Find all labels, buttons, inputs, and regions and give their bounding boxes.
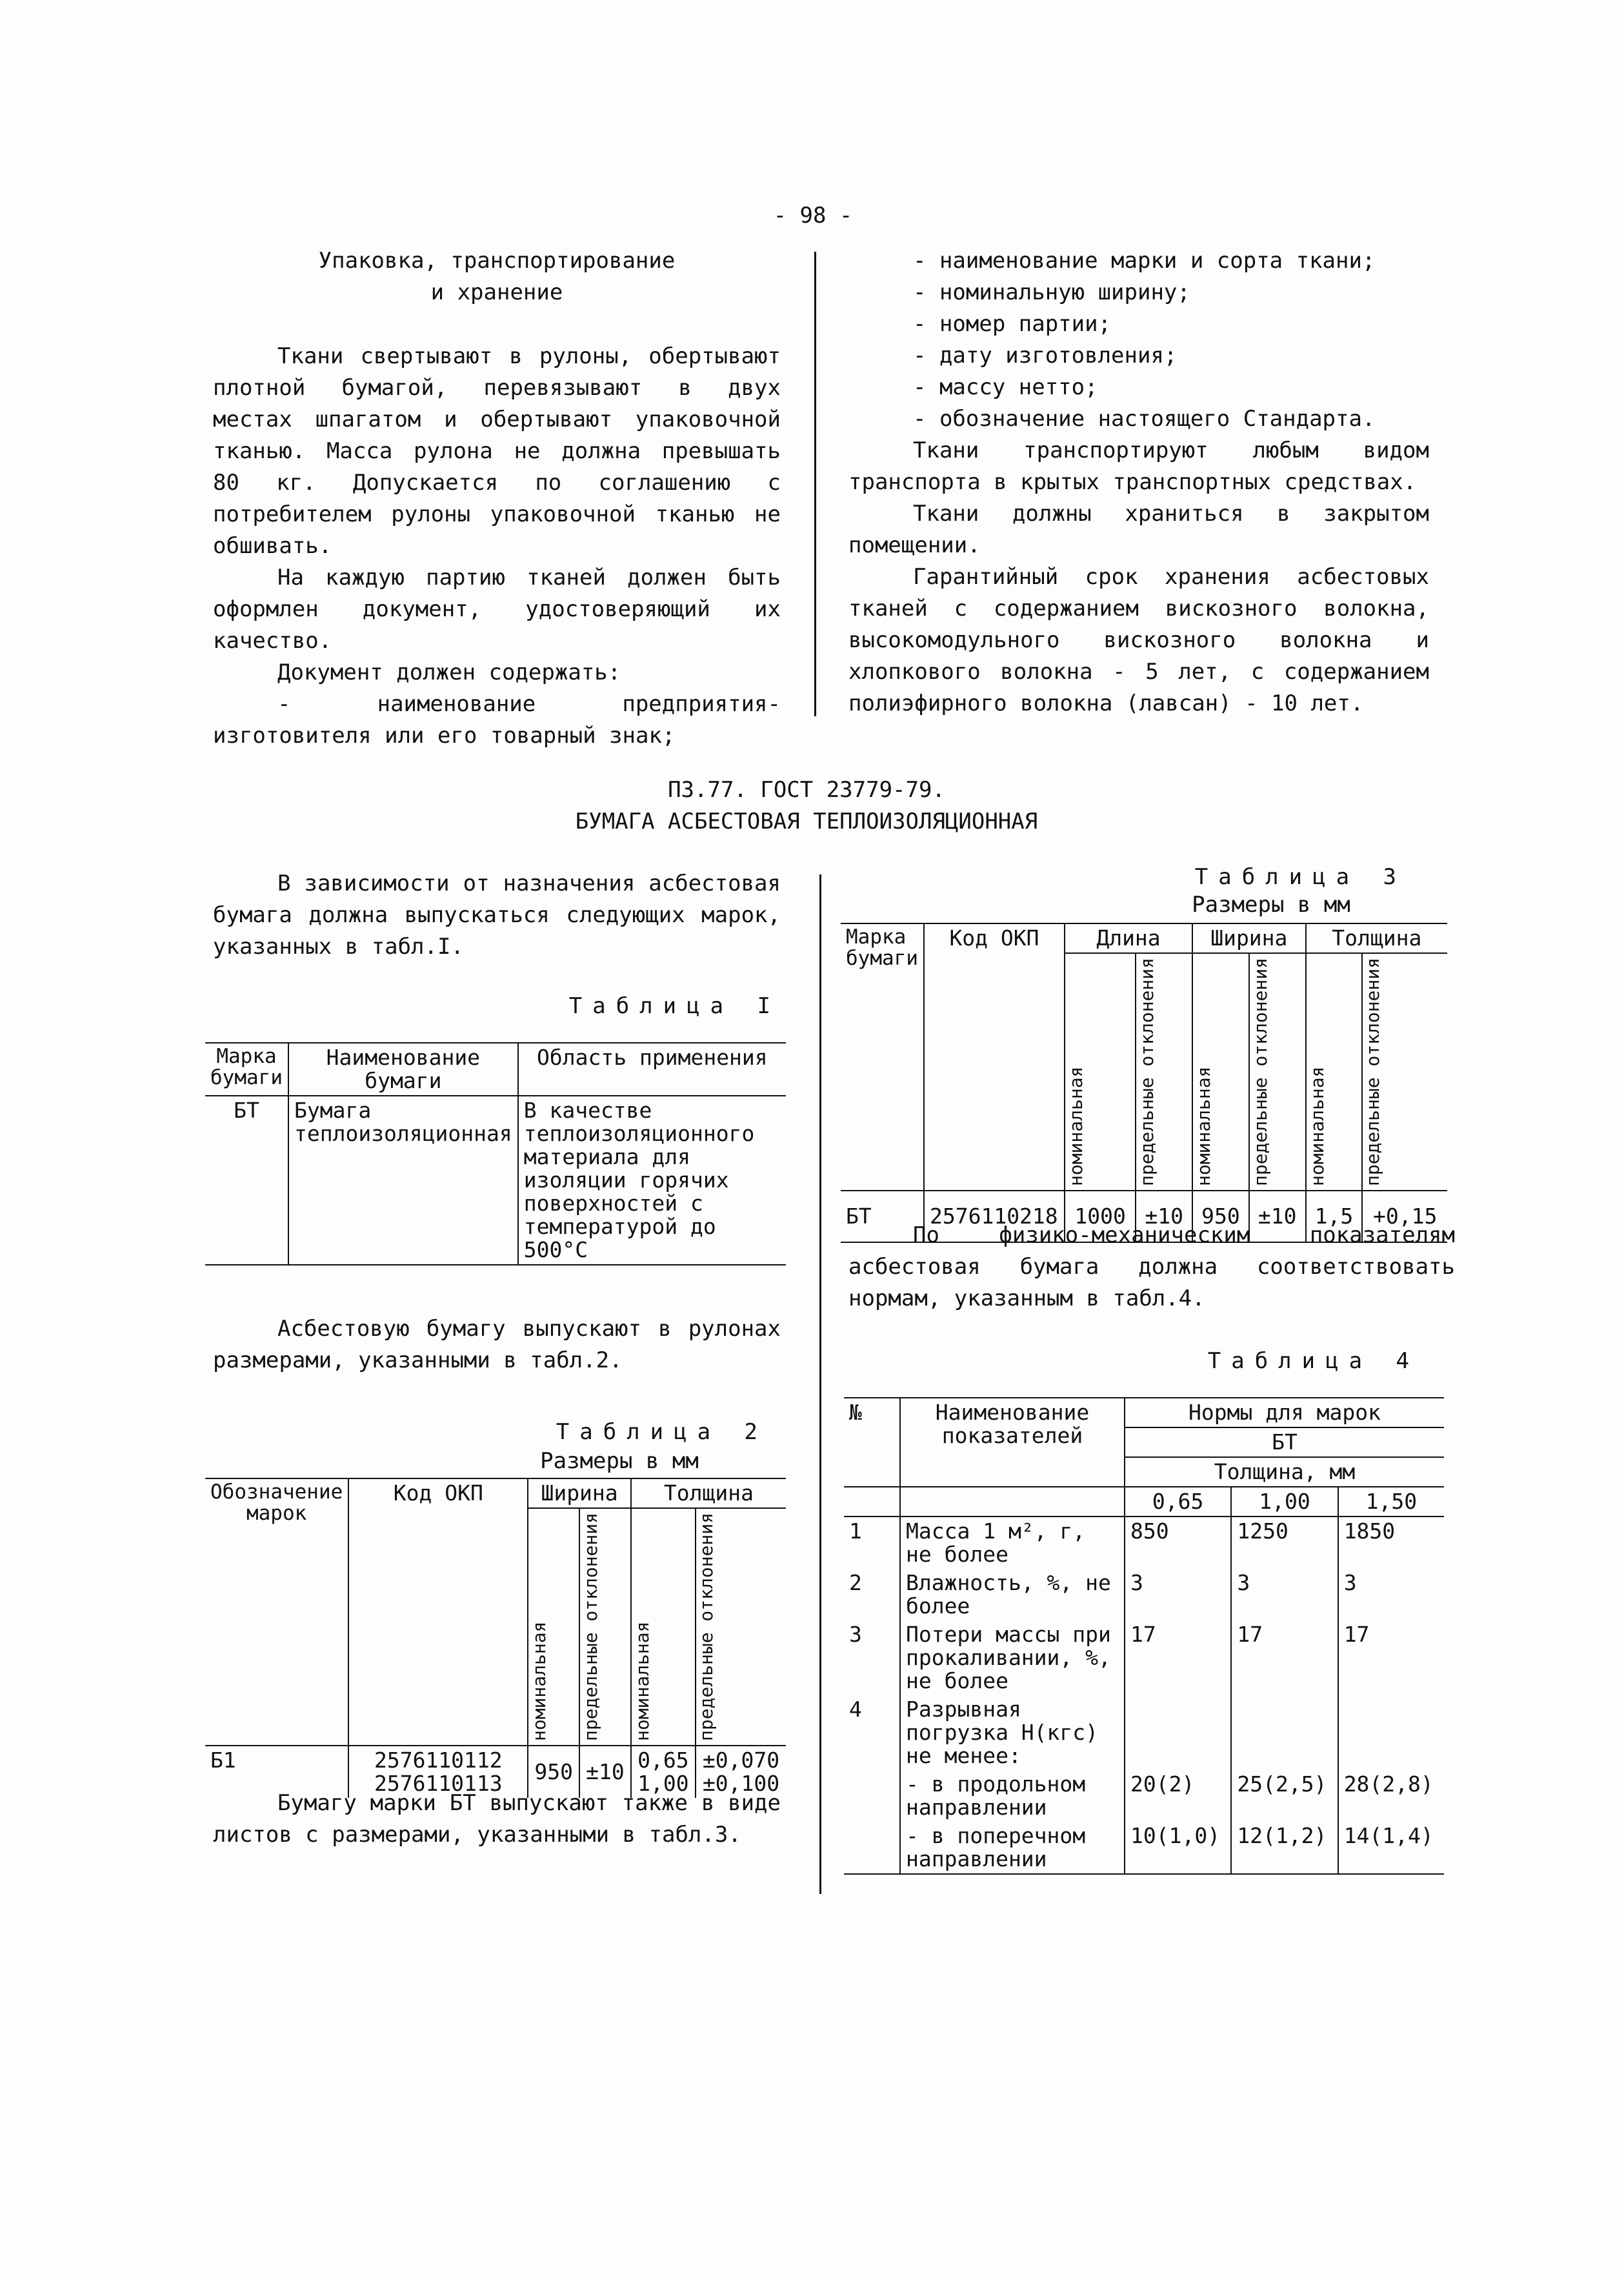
- table4-row-value: 3: [1338, 1569, 1444, 1620]
- table4-row-value: 28(2,8): [1338, 1770, 1444, 1822]
- table1-header-mark: Марка бумаги: [205, 1043, 288, 1096]
- table2-dev1: ±0,070: [702, 1748, 780, 1773]
- table4-row-name: - в продольном направлении: [900, 1770, 1125, 1822]
- table4-row-value: 20(2): [1125, 1770, 1231, 1822]
- left-bottom-para1: [213, 868, 781, 963]
- table1-header-area: Область применения: [518, 1043, 786, 1096]
- table4-row-value: 3: [1125, 1569, 1231, 1620]
- table4-row-value: 17: [1125, 1620, 1231, 1695]
- section-heading-2: и хранение: [430, 279, 563, 305]
- table3-cell-t-dev: +0,15: [1362, 1191, 1447, 1242]
- section-heading: Упаковка, транспортирование: [318, 248, 676, 274]
- table4-row-name: - в поперечном направлении: [900, 1822, 1125, 1874]
- table2-cell-mark: Б1: [205, 1746, 348, 1798]
- table4-row-value: [1231, 1695, 1338, 1770]
- table3-header-w-dev: предельные отклонения: [1249, 953, 1306, 1191]
- table3: [841, 923, 1447, 1243]
- table4-row-value: 25(2,5): [1231, 1770, 1338, 1822]
- table3-cell-code: 2576110218: [924, 1191, 1065, 1242]
- left-top-column: [213, 245, 781, 752]
- table4-row-name: Влажность, %, не более: [900, 1569, 1125, 1620]
- table4-header-num: №: [844, 1398, 900, 1487]
- table3-header-mark: Марка бумаги: [841, 923, 924, 1191]
- paragraph: Документ должен содержать:: [277, 660, 621, 685]
- table4-row-num: 4: [844, 1695, 900, 1770]
- table3-subtitle: Размеры в мм: [1192, 892, 1350, 918]
- table2-header-thick: Толщина: [631, 1478, 786, 1508]
- table4-col-0: 0,65: [1125, 1487, 1231, 1517]
- table2-cell-width-nom: 950: [528, 1746, 579, 1798]
- section-title-line2: БУМАГА АСБЕСТОВАЯ ТЕПЛОИЗОЛЯЦИОННАЯ: [575, 809, 1038, 834]
- table2-header-width-nom: номинальная: [528, 1508, 579, 1746]
- table4-row-value: 3: [1231, 1569, 1338, 1620]
- paragraph: Ткани свертывают в рулоны, обертывают плотной бумагой, перевязывают в двух местах шпагатом и обертывают упаковочной тканью. Масса рулона не должна превышать 80 кг. Допускается по соглашению с потребителем рулоны упаковочной тканью не обшивать.: [213, 343, 781, 559]
- table2-subtitle: Размеры в мм: [540, 1448, 699, 1474]
- table3-header-len-dev: предельные отклонения: [1136, 953, 1192, 1191]
- list-item: - дату изготовления;: [913, 343, 1178, 368]
- list-item: - номер партии;: [913, 311, 1112, 337]
- left-bottom-para3: [213, 1788, 781, 1851]
- section-title-line1: П3.77. ГОСТ 23779-79.: [668, 777, 945, 803]
- table4-header-thick: Толщина, мм: [1125, 1457, 1444, 1487]
- paragraph: Гарантийный срок хранения асбестовых тканей с содержанием вискозного волокна, высокомодульного вискозного волокна и хлопкового волокна - 5 лет, с содержанием полиэфирного волокна (лавсан) - 10 лет.: [848, 564, 1429, 716]
- table1-title: Таблица I: [568, 993, 781, 1019]
- table3-header-len-nom: номинальная: [1065, 953, 1136, 1191]
- table4-row-name: Масса 1 м², г, не более: [900, 1517, 1125, 1569]
- page-number: - 98 -: [773, 203, 853, 228]
- paragraph: Ткани должны храниться в закрытом помещении.: [848, 501, 1429, 558]
- table1: [205, 1042, 786, 1265]
- table4-row-value: 17: [1338, 1620, 1444, 1695]
- table4: [844, 1397, 1444, 1875]
- table2-header-thick-dev: предельные отклонения: [696, 1508, 786, 1746]
- paragraph: Ткани транспортируют любым видом транспорта в крытых транспортных средствах.: [848, 438, 1429, 495]
- table1-cell-area: В качестве теплоизоляционного материала для изоляции горячих поверхностей с температурой до 500°С: [518, 1096, 786, 1265]
- table3-cell-mark: БТ: [841, 1191, 924, 1242]
- table4-header-blank2: [900, 1487, 1125, 1517]
- table2-header-mark: Обозначение марок: [205, 1478, 348, 1746]
- table2-code1: 2576110112: [374, 1748, 503, 1773]
- paragraph: По физико-механическим показателям асбестовая бумага должна соответствовать нормам, указанным в табл.4.: [848, 1222, 1455, 1311]
- table4-row-value: 17: [1231, 1620, 1338, 1695]
- table2-cell-width-dev: ±10: [579, 1746, 631, 1798]
- table3-header-width: Ширина: [1192, 923, 1306, 953]
- table2-title: Таблица 2: [556, 1419, 768, 1445]
- table3-cell-w-dev: ±10: [1249, 1191, 1306, 1242]
- list-item: - обозначение настоящего Стандарта.: [913, 406, 1376, 432]
- table4-row-value: 850: [1125, 1517, 1231, 1569]
- table2-header-thick-nom: номинальная: [631, 1508, 696, 1746]
- table3-header-code: Код ОКП: [924, 923, 1065, 1191]
- table4-col-1: 1,00: [1231, 1487, 1338, 1517]
- table2-thick2: 1,00: [637, 1771, 689, 1797]
- table3-cell-w-nom: 950: [1192, 1191, 1249, 1242]
- table4-row-name: Потери массы при прокаливании, %, не более: [900, 1620, 1125, 1695]
- list-item: - номинальную ширину;: [913, 279, 1190, 305]
- table4-row-value: 1850: [1338, 1517, 1444, 1569]
- table3-header-w-nom: номинальная: [1192, 953, 1249, 1191]
- table1-cell-name: Бумага теплоизоляционная: [288, 1096, 518, 1265]
- table4-col-2: 1,50: [1338, 1487, 1444, 1517]
- table3-cell-t-nom: 1,5: [1306, 1191, 1363, 1242]
- table2-dev2: ±0,100: [702, 1771, 780, 1797]
- column-divider-bottom: [819, 874, 821, 1894]
- table4-title: Таблица 4: [1207, 1348, 1419, 1374]
- table3-header-t-nom: номинальная: [1306, 953, 1363, 1191]
- table4-row-value: 14(1,4): [1338, 1822, 1444, 1874]
- paragraph: Бумагу марки БТ выпускают также в виде листов с размерами, указанными в табл.3.: [213, 1790, 781, 1848]
- table4-row-num: [844, 1822, 900, 1874]
- table4-header-name: Наименование показателей: [900, 1398, 1125, 1487]
- table3-header-t-dev: предельные отклонения: [1362, 953, 1447, 1191]
- right-top-column: [848, 245, 1429, 720]
- left-bottom-para2: [213, 1313, 781, 1376]
- table4-header-norms: Нормы для марок: [1125, 1398, 1444, 1427]
- table2: [205, 1478, 786, 1798]
- paragraph: На каждую партию тканей должен быть оформлен документ, удостоверяющий их качество.: [213, 565, 781, 654]
- table4-row-num: 1: [844, 1517, 900, 1569]
- list-item: - массу нетто;: [913, 374, 1098, 400]
- table1-cell-mark: БТ: [205, 1096, 288, 1265]
- paragraph: Асбестовую бумагу выпускают в рулонах размерами, указанными в табл.2.: [213, 1316, 781, 1373]
- list-item: - наименование марки и сорта ткани;: [913, 248, 1376, 274]
- paragraph: В зависимости от назначения асбестовая бумага должна выпускаться следующих марок, указанных в табл.I.: [213, 871, 781, 960]
- table3-cell-len-nom: 1000: [1065, 1191, 1136, 1242]
- table4-row-name: Разрывная погрузка Н(кгс) не менее:: [900, 1695, 1125, 1770]
- table2-thick1: 0,65: [637, 1748, 689, 1773]
- table4-row-value: [1338, 1695, 1444, 1770]
- table2-header-code: Код ОКП: [348, 1478, 528, 1746]
- table3-title: Таблица 3: [1194, 864, 1407, 890]
- table4-header-blank: [844, 1487, 900, 1517]
- table4-row-num: [844, 1770, 900, 1822]
- table2-header-width-dev: предельные отклонения: [579, 1508, 631, 1746]
- section-title: [387, 774, 1226, 838]
- table4-header-bt: БТ: [1125, 1427, 1444, 1457]
- table4-row-value: [1125, 1695, 1231, 1770]
- table2-code2: 2576110113: [374, 1771, 503, 1797]
- table4-row-num: 3: [844, 1620, 900, 1695]
- table3-header-thick: Толщина: [1306, 923, 1447, 953]
- right-bottom-para1: [848, 1220, 1455, 1315]
- table3-cell-len-dev: ±10: [1136, 1191, 1192, 1242]
- table4-row-value: 10(1,0): [1125, 1822, 1231, 1874]
- table2-header-width: Ширина: [528, 1478, 631, 1508]
- table1-header-name: Наименование бумаги: [288, 1043, 518, 1096]
- table4-row-value: 1250: [1231, 1517, 1338, 1569]
- table4-row-num: 2: [844, 1569, 900, 1620]
- table4-row-value: 12(1,2): [1231, 1822, 1338, 1874]
- column-divider: [814, 252, 816, 716]
- paragraph: - наименование предприятия-изготовителя или его товарный знак;: [213, 691, 781, 749]
- table3-header-len: Длина: [1065, 923, 1192, 953]
